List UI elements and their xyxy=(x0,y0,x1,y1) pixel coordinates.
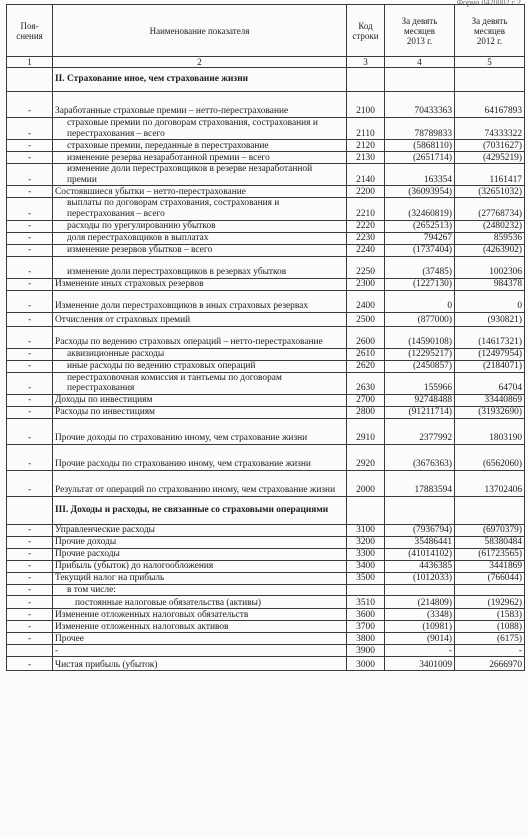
row-label: Управленческие расходы xyxy=(53,524,347,536)
row-note: - xyxy=(7,164,53,186)
row-label: изменение резерва незаработанной премии – всего xyxy=(53,152,347,164)
value-2013: 0 xyxy=(385,290,455,312)
column-number: 2 xyxy=(53,57,347,68)
row-code: 3700 xyxy=(347,621,385,633)
row-note: - xyxy=(7,609,53,621)
row-code: 2800 xyxy=(347,406,385,418)
row-note: - xyxy=(7,572,53,584)
row-label: в том числе: xyxy=(53,584,347,596)
row-code: 2130 xyxy=(347,152,385,164)
row-code: 2620 xyxy=(347,360,385,372)
value-2013: (1737404) xyxy=(385,244,455,256)
row-note: - xyxy=(7,118,53,140)
table-row xyxy=(7,596,525,609)
table-row xyxy=(7,186,525,198)
row-code: 3510 xyxy=(347,596,385,609)
table-row xyxy=(7,406,525,418)
header-code: Код строки xyxy=(347,5,385,57)
header-row xyxy=(7,5,525,57)
value-2013: (37485) xyxy=(385,256,455,278)
row-label: Прочие расходы xyxy=(53,548,347,560)
table-row xyxy=(7,470,525,496)
value-2012: 1002306 xyxy=(455,256,525,278)
row-code: 2120 xyxy=(347,140,385,152)
value-2013: 2377992 xyxy=(385,418,455,444)
table-row xyxy=(7,609,525,621)
row-note: - xyxy=(7,584,53,596)
row-code: 2250 xyxy=(347,256,385,278)
row-note: - xyxy=(7,326,53,348)
row-note: - xyxy=(7,536,53,548)
row-label: выплаты по договорам страхования, сострахования и перестрахования – всего xyxy=(53,198,347,220)
row-code: 3800 xyxy=(347,633,385,645)
column-number: 3 xyxy=(347,57,385,68)
row-label: Изменение отложенных налоговых обязательств xyxy=(53,609,347,621)
column-numbers-row xyxy=(7,57,525,68)
row-note: - xyxy=(7,220,53,232)
value-2012: 3441869 xyxy=(455,560,525,572)
row-note: - xyxy=(7,596,53,609)
value-2012: (4263902) xyxy=(455,244,525,256)
value-2012: 984378 xyxy=(455,278,525,290)
row-label: перестраховочная комиссия и тантьемы по договорам перестрахования xyxy=(53,372,347,394)
value-2013: 794267 xyxy=(385,232,455,244)
row-label: постоянные налоговые обязательства (активы) xyxy=(53,596,347,609)
row-note: - xyxy=(7,470,53,496)
value-2013: (877000) xyxy=(385,312,455,326)
row-note: - xyxy=(7,560,53,572)
table-row xyxy=(7,536,525,548)
row-note: - xyxy=(7,444,53,470)
row-label: изменение доли перестраховщиков в резерве незаработанной премии xyxy=(53,164,347,186)
income-statement-table xyxy=(6,4,525,671)
row-note: - xyxy=(7,186,53,198)
table-row xyxy=(7,290,525,312)
value-2013: (7936794) xyxy=(385,524,455,536)
table-row xyxy=(7,278,525,290)
table-row xyxy=(7,220,525,232)
form-corner-label: Форма 0420002 с.2 xyxy=(456,0,521,7)
value-2012: (192962) xyxy=(455,596,525,609)
value-2013: 17883594 xyxy=(385,470,455,496)
table-body xyxy=(7,68,525,671)
table-row xyxy=(7,621,525,633)
row-label: страховые премии, переданные в перестрахование xyxy=(53,140,347,152)
row-note: - xyxy=(7,290,53,312)
row-note: - xyxy=(7,657,53,671)
table-row xyxy=(7,92,525,118)
row-code xyxy=(347,68,385,92)
row-label: Прочие доходы xyxy=(53,536,347,548)
value-2013: (2450857) xyxy=(385,360,455,372)
row-code: 2910 xyxy=(347,418,385,444)
section-title: III. Доходы и расходы, не связанные со страховыми операциями xyxy=(53,496,347,524)
value-2013: 92748488 xyxy=(385,394,455,406)
column-number: 5 xyxy=(455,57,525,68)
value-2012: (6970379) xyxy=(455,524,525,536)
value-2012: 74333322 xyxy=(455,118,525,140)
value-2012: 1803190 xyxy=(455,418,525,444)
row-note: - xyxy=(7,278,53,290)
row-label: страховые премии по договорам страхования, сострахования и перестрахования – всего xyxy=(53,118,347,140)
value-2012: (14617321) xyxy=(455,326,525,348)
row-code: 2230 xyxy=(347,232,385,244)
value-2012: (31932690) xyxy=(455,406,525,418)
row-note: - xyxy=(7,372,53,394)
row-label: Изменение доли перестраховщиков в иных страховых резервах xyxy=(53,290,347,312)
table-row xyxy=(7,444,525,470)
value-2012: 64704 xyxy=(455,372,525,394)
row-code: 2300 xyxy=(347,278,385,290)
value-2013 xyxy=(385,496,455,524)
row-code: 2000 xyxy=(347,470,385,496)
row-label: Изменение отложенных налоговых активов xyxy=(53,621,347,633)
row-note: - xyxy=(7,406,53,418)
table-row xyxy=(7,164,525,186)
row-note: - xyxy=(7,394,53,406)
row-label: Результат от операций по страхованию иному, чем страхование жизни xyxy=(53,470,347,496)
row-label: Прочее xyxy=(53,633,347,645)
row-code: 3100 xyxy=(347,524,385,536)
value-2012: (2480232) xyxy=(455,220,525,232)
table-row xyxy=(7,372,525,394)
row-label: - xyxy=(53,645,347,657)
row-label: Чистая прибыль (убыток) xyxy=(53,657,347,671)
row-label: Прибыль (убыток) до налогообложения xyxy=(53,560,347,572)
row-code: 2630 xyxy=(347,372,385,394)
column-number: 1 xyxy=(7,57,53,68)
row-code: 2200 xyxy=(347,186,385,198)
value-2013: (1227130) xyxy=(385,278,455,290)
value-2012: 64167893 xyxy=(455,92,525,118)
row-label: Прочие доходы по страхованию иному, чем страхование жизни xyxy=(53,418,347,444)
table-row xyxy=(7,633,525,645)
value-2012: (7031627) xyxy=(455,140,525,152)
row-code: 2600 xyxy=(347,326,385,348)
value-2012: (4295219) xyxy=(455,152,525,164)
row-label: Заработанные страховые премии – нетто-перестрахование xyxy=(53,92,347,118)
table-row xyxy=(7,312,525,326)
section-row xyxy=(7,496,525,524)
value-2012: (61723565) xyxy=(455,548,525,560)
value-2013: (32460819) xyxy=(385,198,455,220)
table-row xyxy=(7,348,525,360)
value-2012: 33440869 xyxy=(455,394,525,406)
row-code: 3200 xyxy=(347,536,385,548)
value-2013: (36093954) xyxy=(385,186,455,198)
value-2012: 58380484 xyxy=(455,536,525,548)
header-note: Поя- снения xyxy=(7,5,53,57)
row-code: 2100 xyxy=(347,92,385,118)
value-2012 xyxy=(455,584,525,596)
value-2013: (10981) xyxy=(385,621,455,633)
table-row xyxy=(7,394,525,406)
table-row xyxy=(7,256,525,278)
row-note: - xyxy=(7,621,53,633)
row-note xyxy=(7,68,53,92)
value-2013 xyxy=(385,584,455,596)
value-2013: (214809) xyxy=(385,596,455,609)
value-2013: 3401009 xyxy=(385,657,455,671)
value-2012: (6562060) xyxy=(455,444,525,470)
row-label: изменение доли перестраховщиков в резервах убытков xyxy=(53,256,347,278)
row-label: изменение резервов убытков – всего xyxy=(53,244,347,256)
header-period-2012: За девять месяцев 2012 г. xyxy=(455,5,525,57)
row-label: расходы по урегулированию убытков xyxy=(53,220,347,232)
row-note: - xyxy=(7,524,53,536)
value-2012: (12497954) xyxy=(455,348,525,360)
value-2012: 0 xyxy=(455,290,525,312)
value-2012: (930821) xyxy=(455,312,525,326)
row-note: - xyxy=(7,140,53,152)
row-note xyxy=(7,496,53,524)
row-code: 2400 xyxy=(347,290,385,312)
row-label: доля перестраховщиков в выплатах xyxy=(53,232,347,244)
value-2012: (766044) xyxy=(455,572,525,584)
value-2013: (5868110) xyxy=(385,140,455,152)
table-row xyxy=(7,326,525,348)
row-note: - xyxy=(7,548,53,560)
row-note: - xyxy=(7,360,53,372)
table-row xyxy=(7,657,525,671)
value-2012 xyxy=(455,496,525,524)
table-row xyxy=(7,118,525,140)
row-label: аквизиционные расходы xyxy=(53,348,347,360)
row-note: - xyxy=(7,152,53,164)
row-code xyxy=(347,496,385,524)
value-2013: (3348) xyxy=(385,609,455,621)
row-code: 2500 xyxy=(347,312,385,326)
section-title: II. Страхование иное, чем страхование жизни xyxy=(53,68,347,92)
value-2013: (12295217) xyxy=(385,348,455,360)
row-label: Прочие расходы по страхованию иному, чем страхование жизни xyxy=(53,444,347,470)
row-code: 2610 xyxy=(347,348,385,360)
value-2013: - xyxy=(385,645,455,657)
value-2013: 163354 xyxy=(385,164,455,186)
row-note: - xyxy=(7,348,53,360)
value-2012: (2184071) xyxy=(455,360,525,372)
row-code: 2240 xyxy=(347,244,385,256)
row-note: - xyxy=(7,198,53,220)
table-row xyxy=(7,232,525,244)
table-row xyxy=(7,198,525,220)
table-row xyxy=(7,152,525,164)
value-2013: 35486441 xyxy=(385,536,455,548)
row-code: 2920 xyxy=(347,444,385,470)
value-2013: 155966 xyxy=(385,372,455,394)
table-row xyxy=(7,560,525,572)
table-row xyxy=(7,418,525,444)
row-code: 3900 xyxy=(347,645,385,657)
value-2013 xyxy=(385,68,455,92)
value-2013: (91211714) xyxy=(385,406,455,418)
value-2013: 4436385 xyxy=(385,560,455,572)
row-label: иные расходы по ведению страховых операций xyxy=(53,360,347,372)
row-code: 3600 xyxy=(347,609,385,621)
row-label: Состоявшиеся убытки – нетто-перестрахование xyxy=(53,186,347,198)
value-2013: (41014102) xyxy=(385,548,455,560)
value-2012: 859536 xyxy=(455,232,525,244)
header-period-2013: За девять месяцев 2013 г. xyxy=(385,5,455,57)
value-2013: 78789833 xyxy=(385,118,455,140)
row-code: 3500 xyxy=(347,572,385,584)
value-2012: (32651032) xyxy=(455,186,525,198)
value-2013: (2652513) xyxy=(385,220,455,232)
row-code xyxy=(347,584,385,596)
row-note: - xyxy=(7,256,53,278)
table-row xyxy=(7,244,525,256)
value-2012: (1583) xyxy=(455,609,525,621)
value-2012: (6175) xyxy=(455,633,525,645)
section-row xyxy=(7,68,525,92)
table-row xyxy=(7,584,525,596)
table-row xyxy=(7,140,525,152)
row-label: Расходы по ведению страховых операций – нетто-перестрахование xyxy=(53,326,347,348)
row-note: - xyxy=(7,312,53,326)
header-name: Наименование показателя xyxy=(53,5,347,57)
row-code: 3000 xyxy=(347,657,385,671)
value-2013: (14590108) xyxy=(385,326,455,348)
value-2012: 2666970 xyxy=(455,657,525,671)
row-note: - xyxy=(7,633,53,645)
value-2013: (9014) xyxy=(385,633,455,645)
value-2012: 13702406 xyxy=(455,470,525,496)
value-2013: 70433363 xyxy=(385,92,455,118)
table-row xyxy=(7,548,525,560)
row-label: Расходы по инвестициям xyxy=(53,406,347,418)
row-note: - xyxy=(7,418,53,444)
row-note: - xyxy=(7,244,53,256)
row-note xyxy=(7,645,53,657)
value-2012 xyxy=(455,68,525,92)
table-row xyxy=(7,524,525,536)
row-code: 3400 xyxy=(347,560,385,572)
table-row xyxy=(7,572,525,584)
row-code: 3300 xyxy=(347,548,385,560)
value-2012: (27768734) xyxy=(455,198,525,220)
row-code: 2220 xyxy=(347,220,385,232)
value-2013: (2651714) xyxy=(385,152,455,164)
value-2012: - xyxy=(455,645,525,657)
row-code: 2700 xyxy=(347,394,385,406)
table-row xyxy=(7,645,525,657)
value-2012: 1161417 xyxy=(455,164,525,186)
row-note: - xyxy=(7,232,53,244)
row-label: Доходы по инвестициям xyxy=(53,394,347,406)
row-code: 2140 xyxy=(347,164,385,186)
value-2013: (1012033) xyxy=(385,572,455,584)
row-label: Текущий налог на прибыль xyxy=(53,572,347,584)
value-2012: (1088) xyxy=(455,621,525,633)
value-2013: (3676363) xyxy=(385,444,455,470)
row-note: - xyxy=(7,92,53,118)
row-code: 2110 xyxy=(347,118,385,140)
column-number: 4 xyxy=(385,57,455,68)
row-code: 2210 xyxy=(347,198,385,220)
row-label: Отчисления от страховых премий xyxy=(53,312,347,326)
row-label: Изменение иных страховых резервов xyxy=(53,278,347,290)
table-row xyxy=(7,360,525,372)
